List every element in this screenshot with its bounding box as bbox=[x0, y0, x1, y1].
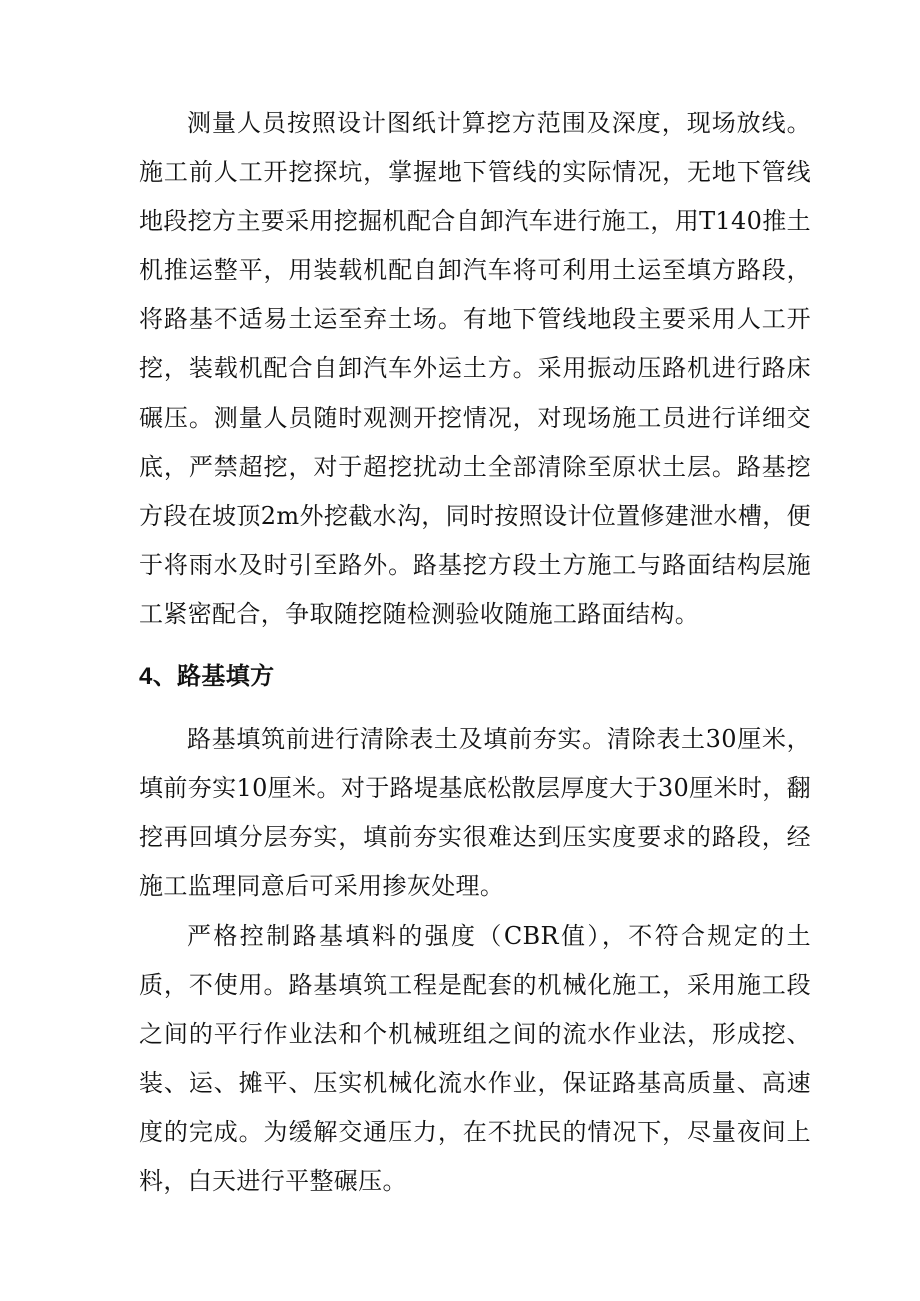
section-number: 4 bbox=[139, 663, 153, 690]
section-title: 、路基填方 bbox=[152, 661, 275, 690]
section-heading bbox=[139, 651, 274, 701]
paragraph-fill-control: 严格控制路基填料的强度（CBR值），不符合规定的土质，不使用。路基填筑工程是配套的机械化施工，采用施工段之间的平行作业法和个机械班组之间的流水作业法，形成挖、装、运、摊平、压实机械化流水作业，保证路基高质量、高速度的完成。为缓解交通压力，在不扰民的情况下，尽量夜间上料，白天进行平整碾压。 bbox=[139, 922, 811, 1196]
paragraph-fill-preparation: 路基填筑前进行清除表土及填前夯实。清除表土30厘米，填前夯实10厘米。对于路堤基底松散层厚度大于30厘米时，翻挖再回填分层夯实，填前夯实很难达到压实度要求的路段，经施工监理同意后可采用掺灰处理。 bbox=[139, 725, 811, 901]
paragraph-excavation: 测量人员按照设计图纸计算挖方范围及深度，现场放线。施工前人工开挖探坑，掌握地下管线的实际情况，无地下管线地段挖方主要采用挖掘机配合自卸汽车进行施工，用T140推土机推运整平，用装载机配自卸汽车将可利用土运至填方路段，将路基不适易土运至弃土场。有地下管线地段主要采用人工开挖，装载机配合自卸汽车外运土方。采用振动压路机进行路床碾压。测量人员随时观测开挖情况，对现场施工员进行详细交底，严禁超挖，对于超挖扰动土全部清除至原状土层。路基挖方段在坡顶2m外挖截水沟，同时按照设计位置修建泄水槽，便于将雨水及时引至路外。路基挖方段土方施工与路面结构层施工紧密配合，争取随挖随检测验收随施工路面结构。 bbox=[139, 109, 811, 628]
